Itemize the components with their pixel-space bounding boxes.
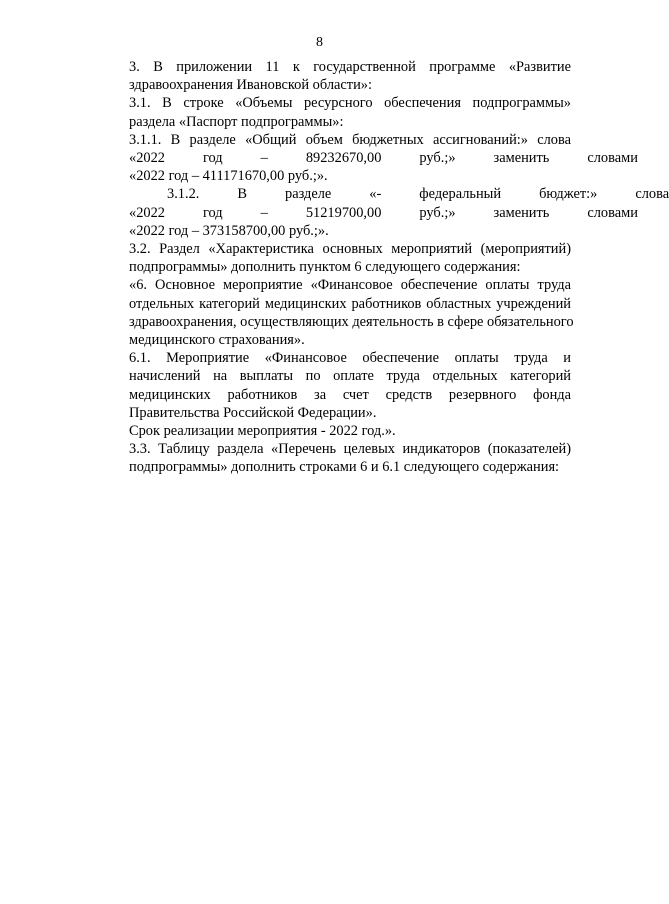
word: «2022	[129, 150, 165, 167]
text-line: подпрограммы» дополнить пунктом 6 следующего содержания:	[129, 259, 521, 276]
text-line: здравоохранения, осуществляющих деятельность в сфере обязательного	[129, 313, 574, 330]
text-line: подпрограммы» дополнить строками 6 и 6.1 следующего содержания:	[129, 459, 560, 476]
text-line: «6. Основное мероприятие «Финансовое обеспечение оплаты труда	[129, 277, 571, 294]
word: разделе	[285, 186, 332, 203]
word: словами	[587, 150, 638, 167]
paragraph-3	[91, 58, 571, 94]
text-line: 3.3. Таблицу раздела «Перечень целевых индикаторов (показателей)	[129, 441, 571, 458]
word: 89232670,00	[305, 150, 382, 167]
word: –	[260, 204, 268, 221]
text-line: начислений на выплаты по оплате труда отдельных категорий	[129, 368, 571, 385]
text-line: Правительства Российской Федерации».	[129, 404, 377, 421]
word: слова	[635, 186, 669, 203]
document-body	[91, 58, 669, 477]
word: руб.;»	[419, 150, 456, 167]
paragraph-3-1-2	[91, 185, 669, 240]
text-line: «2022 год – 411171670,00 руб.;».	[129, 168, 328, 185]
word: год	[202, 150, 223, 167]
word: –	[260, 150, 268, 167]
word: «-	[369, 186, 382, 203]
word: федеральный	[419, 186, 502, 203]
text-line: «2022 год – 373158700,00 руб.;».	[129, 222, 329, 239]
text-line: Срок реализации мероприятия - 2022 год.».	[129, 423, 396, 440]
text-line: отдельных категорий медицинских работников областных учреждений	[129, 295, 571, 312]
word: словами	[587, 204, 638, 221]
paragraph-6	[91, 276, 574, 349]
paragraph-deadline	[91, 422, 571, 440]
word: 51219700,00	[305, 204, 382, 221]
page-number: 8	[316, 35, 323, 50]
paragraph-3-1-1	[91, 131, 638, 186]
text-line: 3. В приложении 11 к государственной программе «Развитие	[129, 59, 571, 75]
text-line: 3.1. В строке «Объемы ресурсного обеспечения подпрограммы»	[129, 95, 571, 112]
word: В	[237, 186, 247, 203]
text-line-justified	[91, 149, 638, 167]
word: руб.;»	[419, 204, 456, 221]
text-line: 3.2. Раздел «Характеристика основных мероприятий (мероприятий)	[129, 241, 571, 258]
text-line-justified	[91, 204, 638, 222]
word: заменить	[493, 204, 550, 221]
paragraph-6-1	[91, 349, 571, 422]
text-line: 3.1.1. В разделе «Общий объем бюджетных ассигнований:» слова	[129, 131, 571, 148]
word: заменить	[493, 150, 550, 167]
paragraph-3-3	[91, 440, 571, 476]
text-line: 6.1. Мероприятие «Финансовое обеспечение оплаты труда и	[129, 350, 571, 367]
text-line-justified	[91, 185, 669, 203]
word: бюджет:»	[539, 186, 598, 203]
word: «2022	[129, 204, 165, 221]
paragraph-3-2	[91, 240, 571, 276]
text-line: медицинских работников за счет средств резервного фонда	[129, 386, 571, 403]
text-line: медицинского страхования».	[129, 332, 305, 349]
text-line: здравоохранения Ивановской области»:	[129, 77, 372, 94]
word: 3.1.2.	[167, 186, 200, 203]
paragraph-3-1	[91, 94, 571, 130]
text-line: раздела «Паспорт подпрограммы»:	[129, 113, 344, 130]
word: год	[202, 204, 223, 221]
